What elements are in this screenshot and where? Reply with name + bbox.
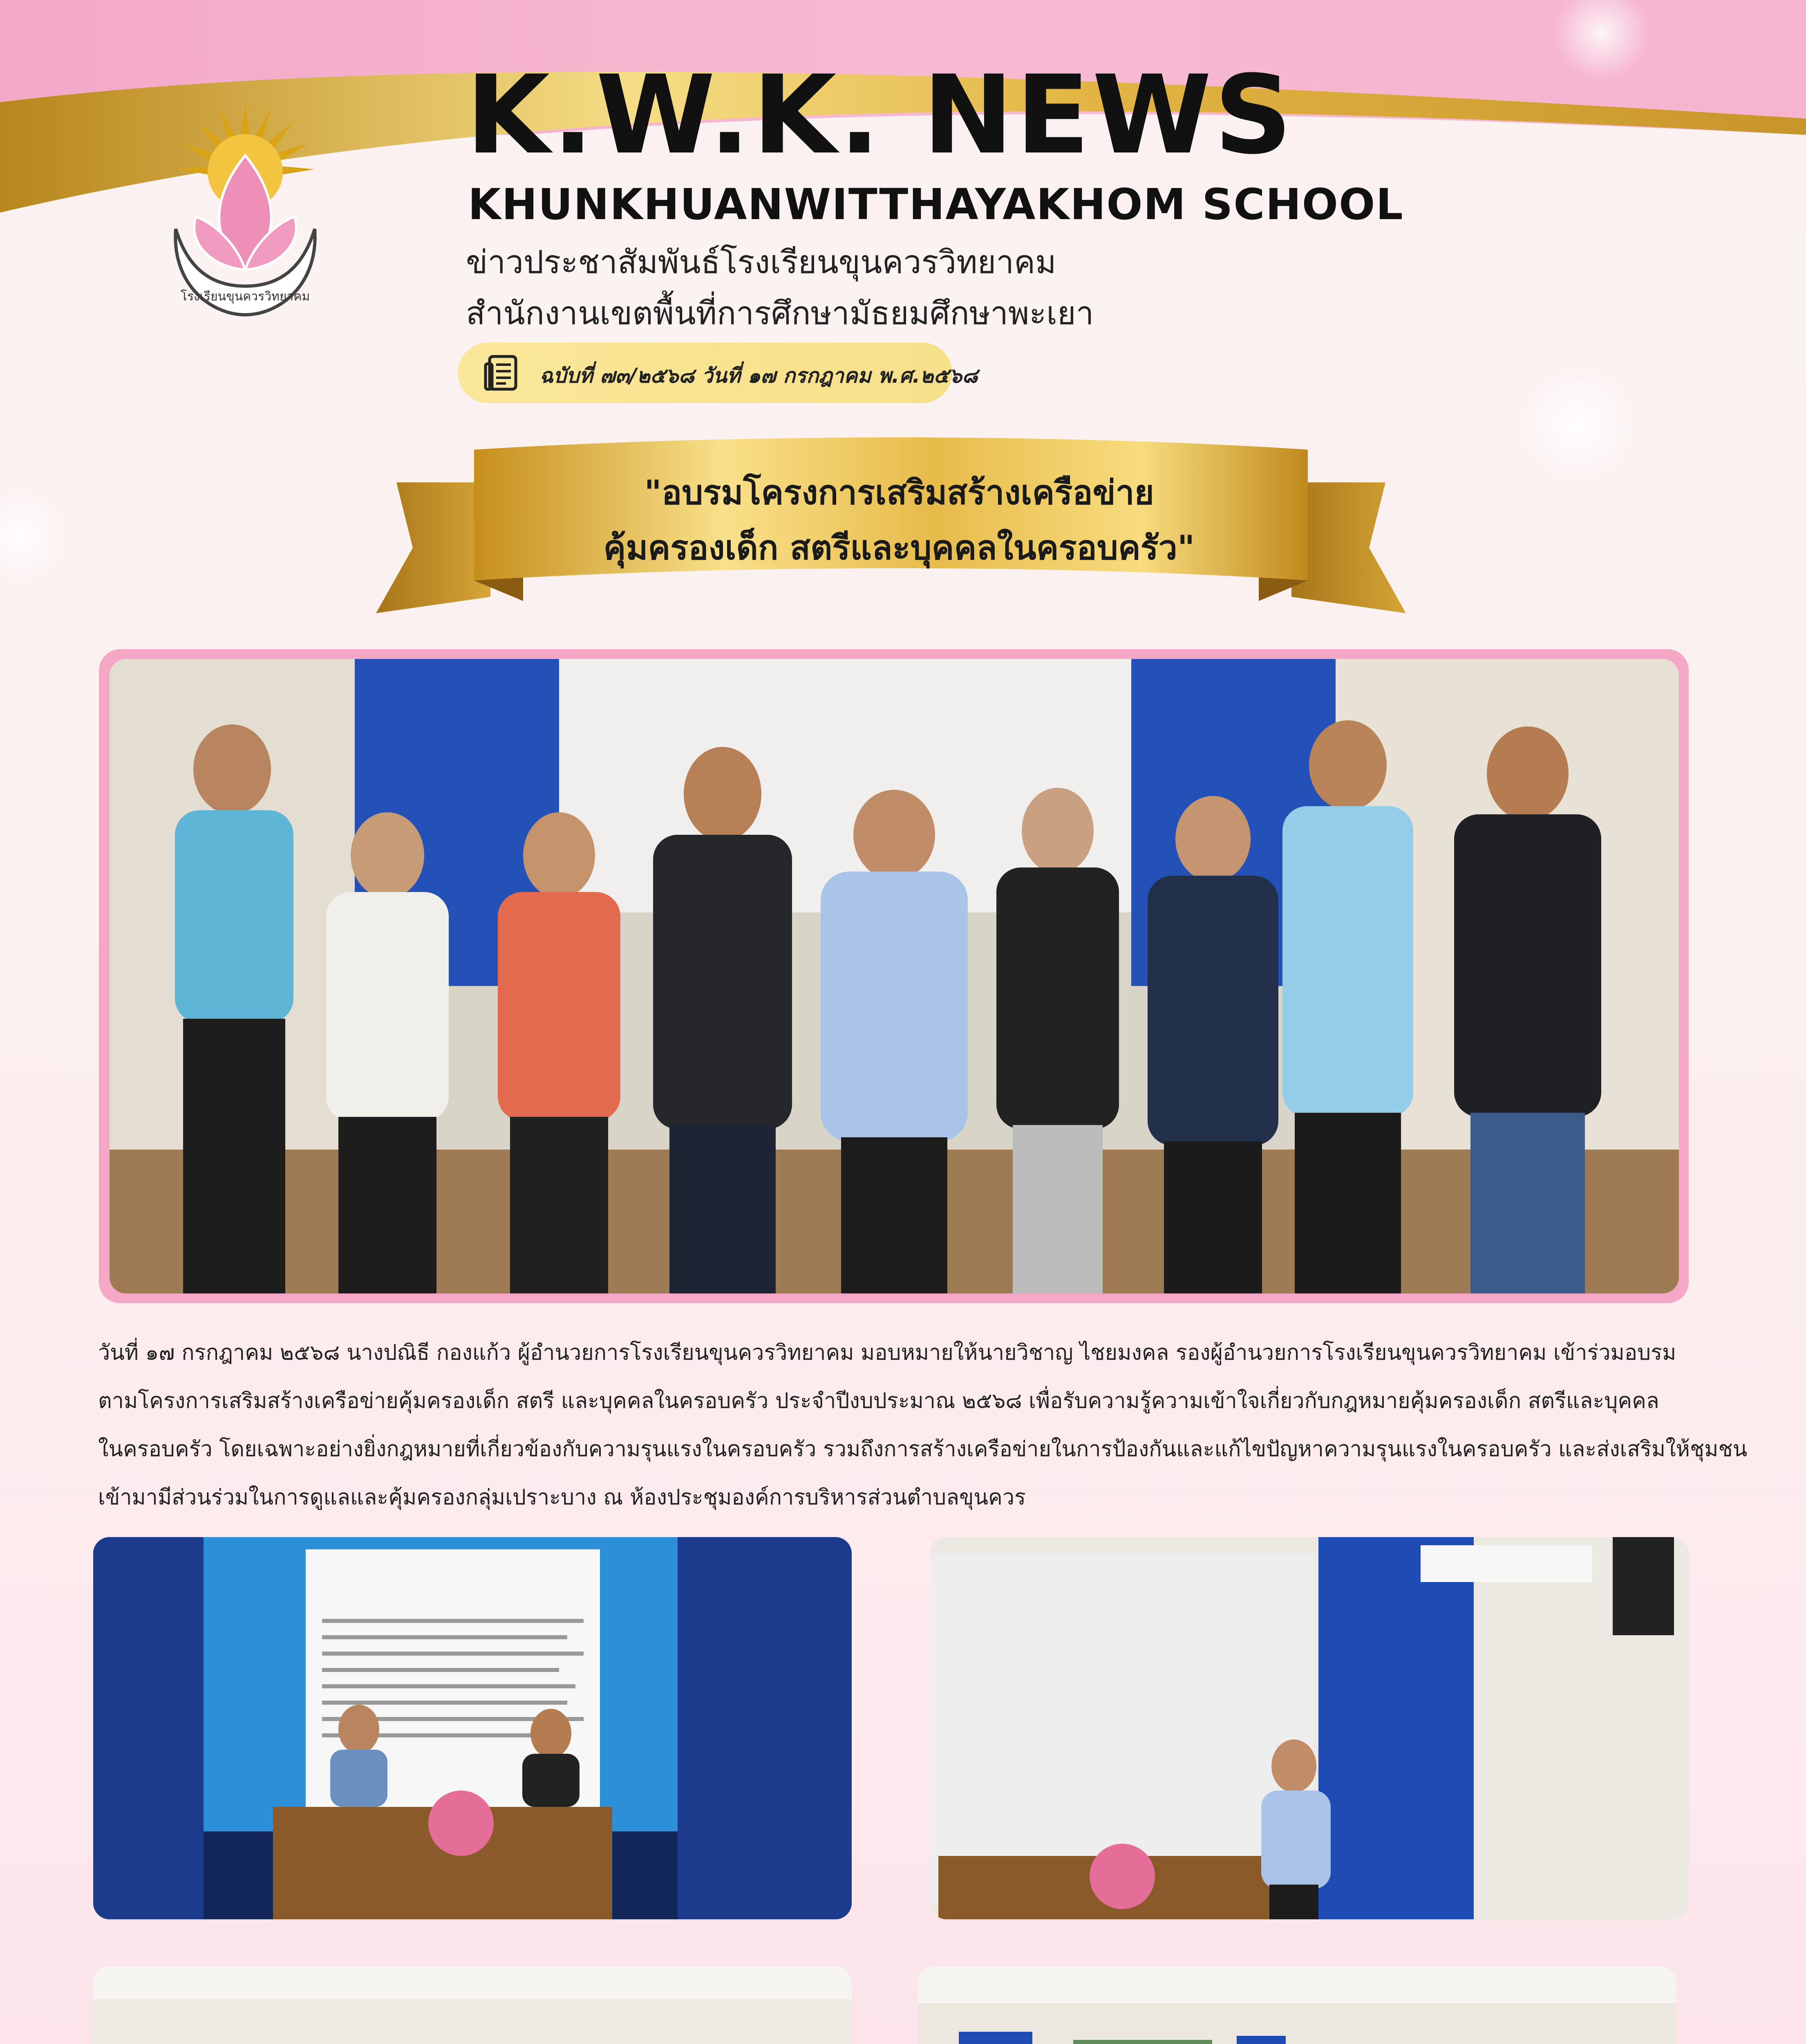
- article-line: เข้ามามีส่วนร่วมในการดูแลและคุ้มครองกลุ่มเปราะบาง ณ ห้องประชุมองค์การบริหารส่วนตำบลขุนควร: [98, 1485, 1026, 1510]
- logo-text: โรงเรียนขุนควรวิทยาคม: [180, 289, 310, 304]
- newsletter-desc-line2: สำนักงานเขตพื้นที่การศึกษามัธยมศึกษาพะเยา: [466, 295, 1094, 332]
- newsletter-desc-line1: ข่าวประชาสัมพันธ์โรงเรียนขุนควรวิทยาคม: [466, 244, 1056, 281]
- headline-line2: คุ้มครองเด็ก สตรีและบุคคลในครอบครัว": [603, 529, 1195, 567]
- group-photo: [110, 659, 1679, 1293]
- photo-speaker-microphone: [930, 1537, 1689, 1919]
- photo-meeting-room: [918, 1966, 1676, 2044]
- newsletter-title: K.W.K. NEWS: [466, 52, 1295, 178]
- school-name-english: KHUNKHUANWITTHAYAKHOM SCHOOL: [468, 179, 1404, 229]
- article-body: [98, 1329, 1748, 1522]
- article-line: วันที่ ๑๗ กรกฎาคม ๒๕๖๘ นางปณิธี กองแก้ว ผู้อำนวยการโรงเรียนขุนควรวิทยาคม มอบหมายให้นายวิชาญ ไชยมงคล รองผู้อำนวยการโรงเรียนขุนควรวิทยาคม เข้าร่วมอบรม: [98, 1340, 1676, 1365]
- article-line: ในครอบครัว โดยเฉพาะอย่างยิ่งกฎหมายที่เกี่ยวข้องกับความรุนแรงในครอบครัว รวมถึงการสร้างเครือข่ายในการป้องกันและแก้ไขปัญหาความรุนแรงในครอบครัว และส่งเสริมให้ชุมชน: [98, 1437, 1748, 1461]
- headline-line1: "อบรมโครงการเสริมสร้างเครือข่าย: [644, 473, 1154, 512]
- photo-presenters-table: [93, 1537, 852, 1919]
- photo-audience-view: [93, 1966, 852, 2044]
- issue-number: ฉบับที่ ๗๓/๒๕๖๘ วันที่ ๑๗ กรกฎาคม พ.ศ.๒๕๖๘: [539, 364, 978, 388]
- bokeh-light: [1512, 360, 1643, 491]
- newspaper-icon: [482, 352, 523, 393]
- school-logo: [147, 94, 343, 339]
- bokeh-light: [0, 482, 74, 589]
- article-line: ตามโครงการเสริมสร้างเครือข่ายคุ้มครองเด็ก สตรี และบุคคลในครอบครัว ประจำปีงบประมาณ ๒๕๖๘ เพื่อรับความรู้ความเข้าใจเกี่ยวกับกฎหมายคุ้มครองเด็ก สตรีและบุคคล: [98, 1389, 1659, 1413]
